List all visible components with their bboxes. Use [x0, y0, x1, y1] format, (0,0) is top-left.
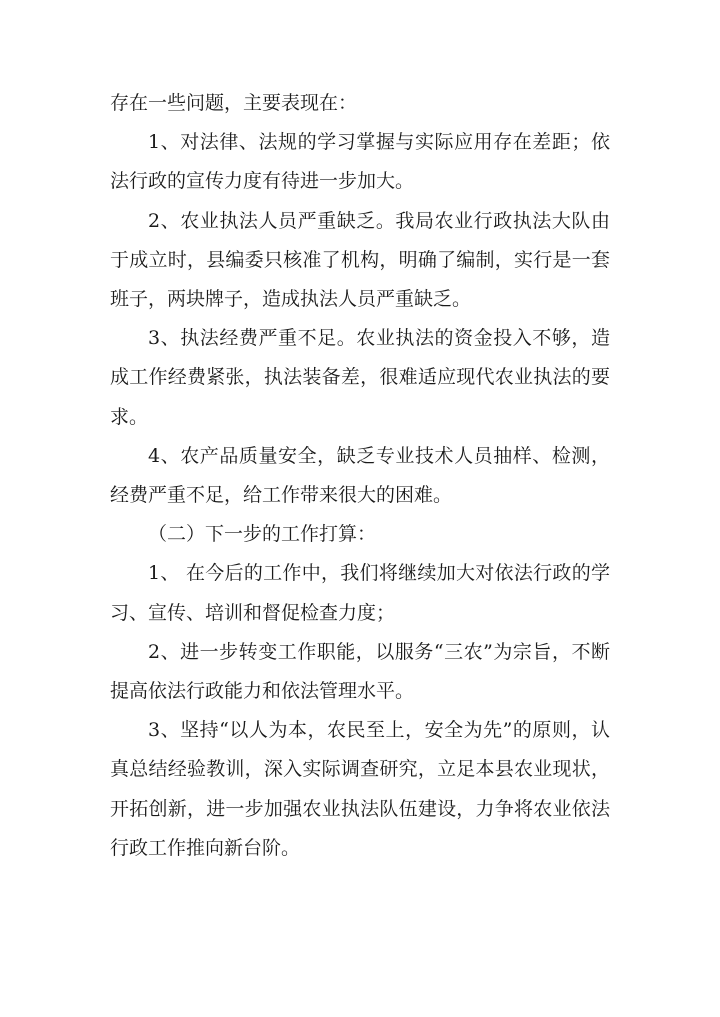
paragraph-plan-3: 3、坚持“以人为本，农民至上，安全为先”的原则，认真总结经验教训，深入实际调查研究，立足本县农业现状，开拓创新，进一步加强农业执法队伍建设，力争将农业依法行政工作推向新台阶。 [110, 719, 610, 859]
paragraph-problem-1: 1、对法律、法规的学习掌握与实际应用存在差距；依法行政的宣传力度有待进一步加大。 [110, 131, 610, 193]
paragraph-problem-3: 3、执法经费严重不足。农业执法的资金投入不够，造成工作经费紧张，执法装备差，很难适应现代农业执法的要求。 [110, 327, 610, 428]
paragraph-problem-4: 4、农产品质量安全，缺乏专业技术人员抽样、检测，经费严重不足，给工作带来很大的困难。 [110, 444, 610, 507]
document-body [110, 84, 610, 868]
section-heading-next-steps: （二）下一步的工作打算： [148, 523, 377, 546]
paragraph-intro: 存在一些问题，主要表现在： [110, 92, 358, 114]
paragraph-plan-2: 2、进一步转变工作职能，以服务“三农”为宗旨，不断提高依法行政能力和依法管理水平。 [110, 640, 610, 703]
paragraph-problem-2: 2、农业执法人员严重缺乏。我局农业行政执法大队由于成立时，县编委只核准了机构，明确了编制，实行是一套班子，两块牌子，造成执法人员严重缺乏。 [110, 209, 610, 311]
paragraph-plan-1: 1、 在今后的工作中，我们将继续加大对依法行政的学习、宣传、培训和督促检查力度； [110, 562, 610, 624]
